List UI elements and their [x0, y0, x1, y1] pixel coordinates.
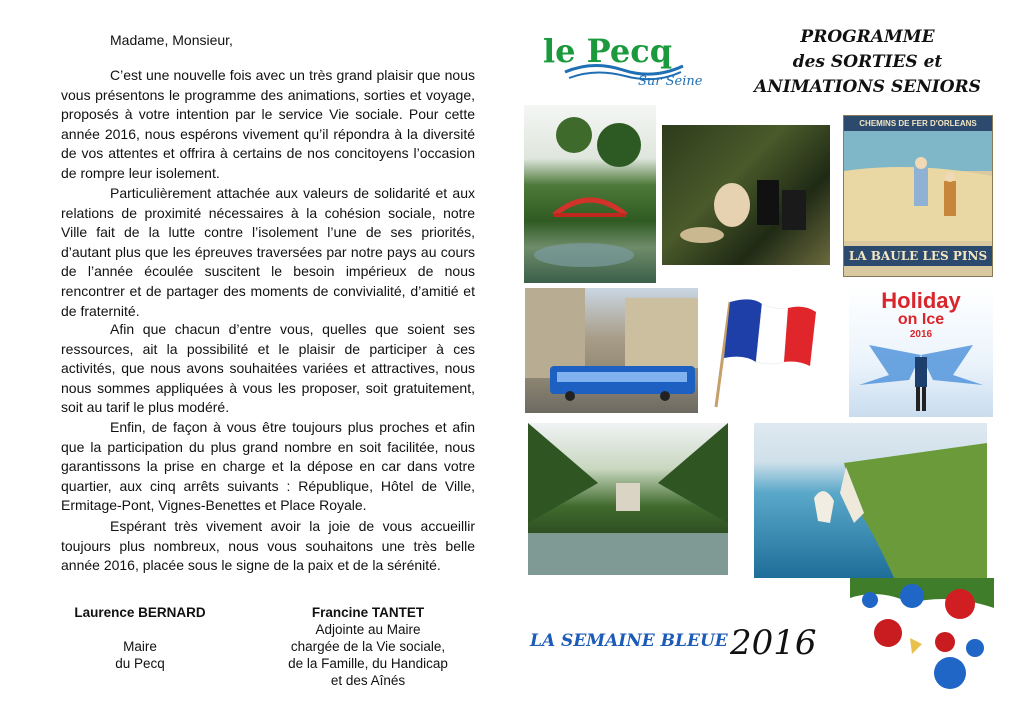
- christmas-ornaments-image: [850, 578, 994, 693]
- signature-role-line: de la Famille, du Handicap: [288, 656, 448, 671]
- logo-main-text: le Pecq: [543, 32, 673, 70]
- program-title-line: ANIMATIONS SENIORS: [754, 77, 981, 97]
- signature-role-line: et des Aînés: [330, 673, 406, 688]
- etretat-cliffs-photo: [754, 423, 987, 578]
- signature-role-line: Maire: [123, 639, 157, 654]
- program-title-line: PROGRAMME: [800, 27, 935, 47]
- semaine-logo-text: LA SEMAINE BLEUE: [530, 631, 728, 651]
- japanese-garden-photo: [524, 105, 656, 283]
- poster-bottom-text: LA BAULE LES PINS: [844, 246, 992, 266]
- le-pecq-logo: [543, 30, 713, 90]
- signature-role-line: du Pecq: [115, 656, 165, 671]
- signature-name: Francine TANTET: [311, 605, 425, 620]
- holiday-title: Holiday: [881, 288, 961, 313]
- signature-name: Laurence BERNARD: [74, 605, 206, 620]
- holiday-on-ice-poster: [849, 287, 993, 417]
- la-baule-poster: [843, 115, 993, 277]
- abbey-alley-photo: [528, 423, 728, 575]
- letter-paragraph-4: Enfin, de façon à vous être toujours plus proches et afin que la participation du plus grand nombre en soit facilitée, nous garantissons la prise en charge et la dépose en car dans votre quartier, aux cinq arrêts suivants : République, Hôtel de Ville, Ermitage-Pont, Vignes-Benettes et Place Royale.: [61, 419, 475, 514]
- letter-paragraph-5: Espérant très vivement avoir la joie de vous accueillir toujours plus nombreux, nous vous souhaitons une très belle année 2016, placée sous le signe de la paix et de la sérénité.: [61, 518, 475, 574]
- program-title: [735, 25, 1000, 100]
- french-flag: [712, 292, 822, 407]
- semaine-bleue-logo: [530, 618, 728, 658]
- poster-top-text: CHEMINS DE FER D'ORLEANS: [844, 116, 992, 131]
- signature-role-line: Adjointe au Maire: [315, 622, 421, 637]
- holiday-year: 2016: [909, 329, 933, 340]
- program-title-line: des SORTIES et: [792, 52, 943, 72]
- program-year: 2016: [730, 623, 817, 663]
- logo-sub-text: Sur Seine: [638, 74, 703, 89]
- signature-role-line: chargée de la Vie sociale,: [290, 639, 446, 654]
- signature-mayor: [60, 604, 220, 672]
- letter-paragraph-2: Particulièrement attachée aux valeurs de solidarité et aux relations de proximité nécessaires à la cohésion sociale, notre Ville fait de la lutte contre l’isolement l’une de ses priorités, d’autant plus que les épreuves traversées par notre pays au cours de l’année écoulée suscitent le besoin impérieux de nous rencontrer et de partager des moments de convivialité, d’amitié et de fraternité.: [61, 185, 475, 319]
- letter-paragraph-1: C’est une nouvelle fois avec un très grand plaisir que nous vous présentons le programme des animations, sorties et voyage, proposés à votre intention par le service Vie sociale. Pour cette année 2016, nous espérons vivement qu’il répondra à la diversité de vos attentes et offrira à certains de nos concitoyens l’occasion de rompre leur isolement.: [61, 67, 475, 181]
- painting-photo: [662, 125, 830, 265]
- signature-deputy: [268, 604, 468, 689]
- tourist-train-photo: [525, 288, 698, 413]
- letter-paragraph-3: Afin que chacun d’entre vous, quelles que soient ses ressources, ait la possibilité et le plaisir de participer à ces activités, que nous avons souhaitées variées et attractives, nous nous sommes appliquées à vous les proposer, soit gratuitement, soit au tarif le plus modéré.: [61, 321, 475, 416]
- letter-greeting: Madame, Monsieur,: [110, 32, 233, 48]
- holiday-subtitle: on Ice: [897, 311, 945, 328]
